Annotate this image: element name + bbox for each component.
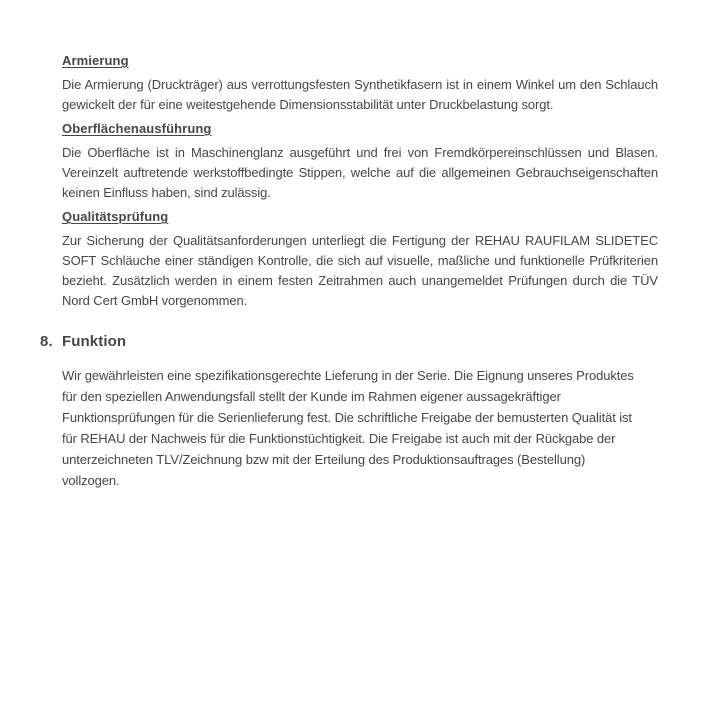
funktion-heading <box>40 333 658 350</box>
section-funktion <box>40 333 658 491</box>
section-oberflaechenausfuehrung <box>62 121 658 203</box>
funktion-section-title: Funktion <box>62 333 127 350</box>
funktion-paragraph: Wir gewährleisten eine spezifikationsgerechte Lieferung in der Serie. Die Eignung unseres Produktes für den speziellen Anwendungsfall stellt der Kunde im Rahmen eigener aussagekräftiger Funktionsprüfungen für die Serienlieferung fest. Die schriftliche Freigabe der bemusterten Qualität ist für REHAU der Nachweis für die Funktionstüchtigkeit. Die Freigabe ist auch mit der Rückgabe der unterzeichneten TLV/Zeichnung bzw mit der Erteilung des Produktionsauftrages (Bestellung) vollzogen. <box>62 368 634 488</box>
funktion-section-number: 8. <box>40 333 53 350</box>
armierung-paragraph: Die Armierung (Druckträger) aus verrottungsfesten Synthetikfasern ist in einem Winkel um den Schlauch gewickelt der für eine weitestgehende Dimensionsstabilität unter Druckbelastung sorgt. <box>62 77 658 112</box>
qualitaetspruefung-paragraph: Zur Sicherung der Qualitätsanforderungen unterliegt die Fertigung der REHAU RAUFILAM SLIDETEC SOFT Schläuche einer ständigen Kontrolle, die sich auf visuelle, maßliche und funktionelle Prüfkriterien bezieht. Zusätzlich werden in einem festen Zeitrahmen auch unangemeldet Prüfungen durch die TÜV Nord Cert GmbH vorgenommen. <box>62 233 658 308</box>
armierung-heading: Armierung <box>62 53 129 68</box>
section-armierung <box>62 53 658 115</box>
section-qualitaetspruefung <box>62 209 658 311</box>
oberflaechenausfuehrung-paragraph: Die Oberfläche ist in Maschinenglanz ausgeführt und frei von Fremdkörpereinschlüssen und Blasen. Vereinzelt auftretende werkstoffbedingte Stippen, welche auf die allgemeinen Gebrauchseigenschaften keinen Einfluss haben, sind zulässig. <box>62 145 658 200</box>
oberflaechenausfuehrung-heading: Oberflächenausführung <box>62 121 212 136</box>
qualitaetspruefung-heading: Qualitätsprüfung <box>62 209 169 224</box>
